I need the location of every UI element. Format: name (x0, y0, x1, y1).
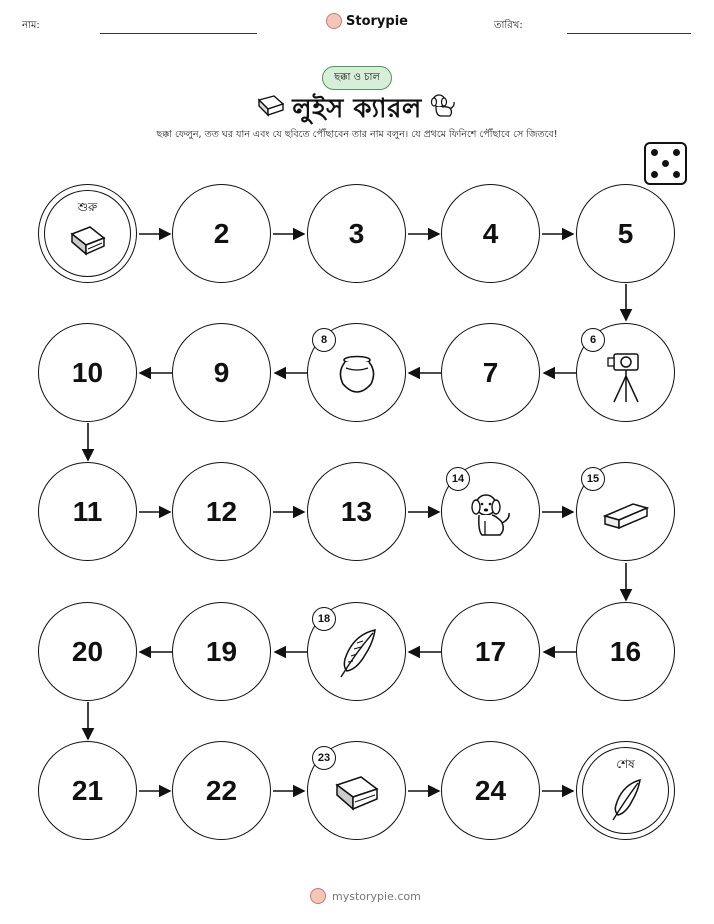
board-cell: 24 (441, 741, 540, 840)
instructions: ছক্কা ফেলুন, তত ঘর যান এবং যে ছবিতে পৌঁছাবেন তার নাম বলুন। যে প্রথমে ফিনিশে পৌঁছাবে সে জিতবে! (156, 129, 558, 140)
board-cell-picture (441, 462, 540, 561)
feather-icon (335, 627, 379, 681)
pot-icon (334, 352, 380, 394)
footer-url[interactable]: mystorypie.com (332, 889, 421, 903)
board-cell: 2 (172, 184, 271, 283)
board-cell: 3 (307, 184, 406, 283)
board-cell: 9 (172, 323, 271, 422)
board-cell: 19 (172, 602, 271, 701)
page-title: লুইস ক্যারল (292, 94, 422, 124)
board-cell: 12 (172, 462, 271, 561)
cell-number-badge: 8 (312, 328, 336, 352)
board-cell: 16 (576, 602, 675, 701)
camera-icon (606, 350, 646, 404)
board-cell: 7 (441, 323, 540, 422)
board-cell-picture (307, 323, 406, 422)
board-cell: 22 (172, 741, 271, 840)
cell-number-badge: 14 (446, 467, 470, 491)
end-label: শেষ (616, 757, 635, 771)
board-cell: 4 (441, 184, 540, 283)
board-cell-picture (576, 323, 675, 422)
cell-number-badge: 15 (581, 467, 605, 491)
date-label: তারিখ: (494, 20, 523, 31)
board-cell: 13 (307, 462, 406, 561)
brand-name: Storypie (346, 13, 408, 29)
board-cell-picture (576, 462, 675, 561)
board-cell: 5 (576, 184, 675, 283)
board-cell-picture (307, 741, 406, 840)
board-cell: 10 (38, 323, 137, 422)
board-cell: 20 (38, 602, 137, 701)
board-cell: 11 (38, 462, 137, 561)
cell-number-badge: 18 (312, 607, 336, 631)
footer (310, 888, 421, 904)
board-cell-end (576, 741, 675, 840)
board-cell-picture (307, 602, 406, 701)
dog-icon (468, 491, 514, 539)
board-cell: 21 (38, 741, 137, 840)
eraser-icon (603, 500, 649, 530)
name-label: নাম: (22, 20, 40, 31)
start-label: শুরু (77, 200, 98, 214)
storypie-logo-icon (310, 888, 326, 904)
board-cell: 17 (441, 602, 540, 701)
cell-number-badge: 23 (312, 746, 336, 770)
cell-number-badge: 6 (581, 328, 605, 352)
book-icon (333, 773, 381, 815)
game-type-badge: ছক্কা ও চাল (322, 66, 392, 90)
board-cell-start (38, 184, 137, 283)
